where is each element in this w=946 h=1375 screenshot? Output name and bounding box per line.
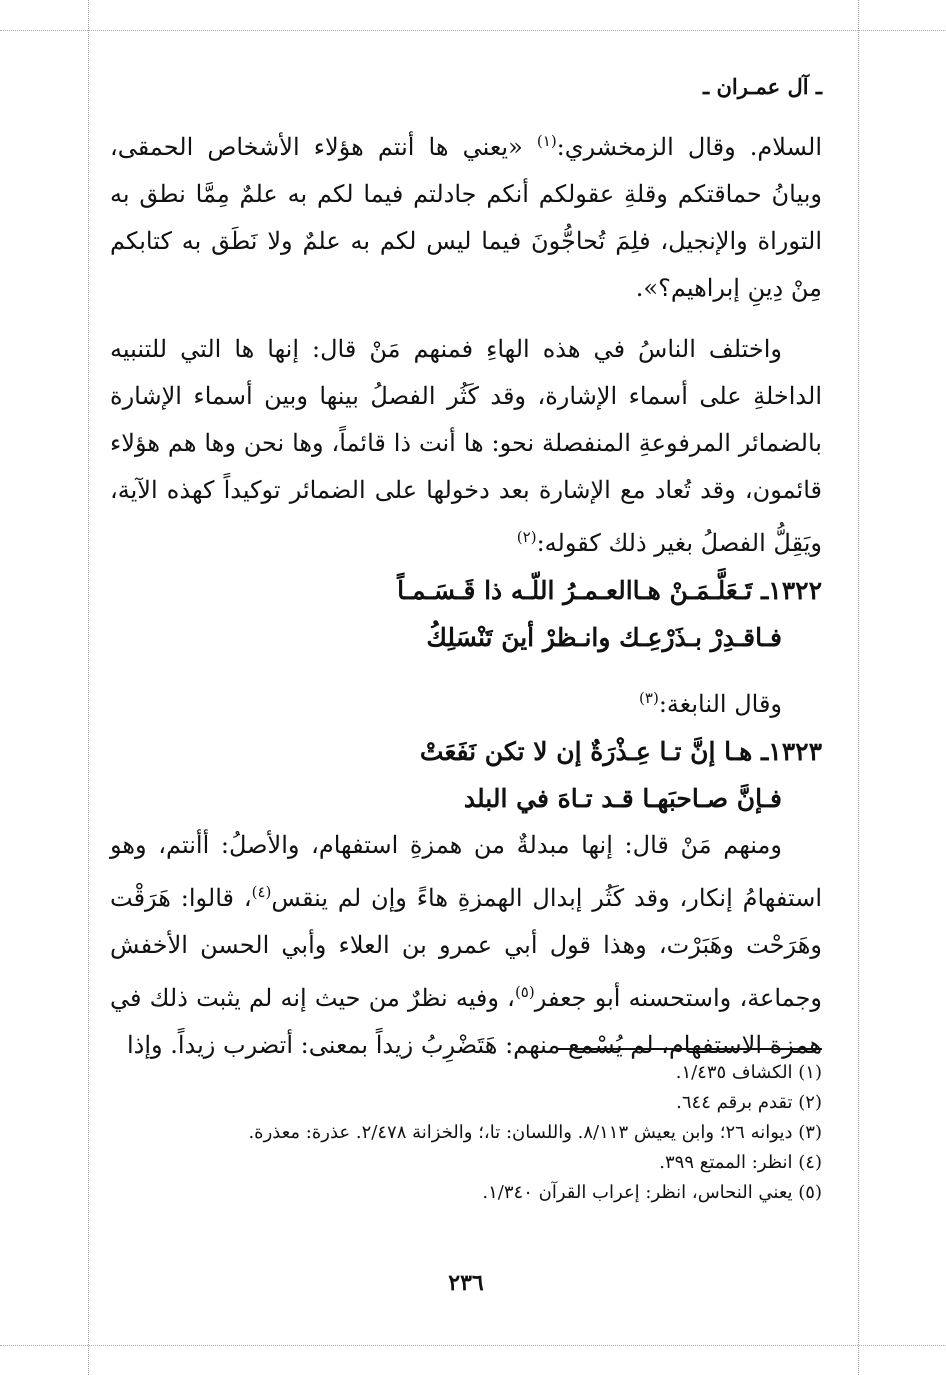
verse-line: فـإنَّ صـاحبَهـا قـد تـاهَ في البلد (463, 784, 782, 813)
footnote: (٣) ديوانه ٢٦؛ وابن يعيش ٨/١١٣. واللسان: تا،؛ والخزانة ٢/٤٧٨. عذرة: معذرة. (248, 1122, 822, 1143)
footnote: (٢) تقدم برقم ٦٤٤. (676, 1092, 822, 1113)
footnotes (110, 1058, 822, 1208)
footnote-ref: (٤) (251, 883, 272, 901)
footnote-separator (558, 1048, 822, 1050)
footnote-ref: (٢) (516, 528, 537, 546)
scan-guide-line (858, 0, 859, 1375)
footnote-ref: (٣) (639, 689, 659, 707)
paragraph: ومنهم مَنْ قال: إنها مبدلةٌ من همزةِ استفهام، والأصلُ: أأنتم، وهو استفهامُ إنكار، وقد كَثُر إبدال الهمزةِ هاءً وإن لم ينقس$^{(٤)}$، قالوا: هَرَقْت وهَرَحْت وهَبَرْت، وهذا قول أبي عمرو بن العلاء وأبي الحسن الأخفش وجماعة، واستحسنه أبو جعفر$^{(٥)}$، وفيه نظرٌ من حيث إنه لم يثبت ذلك في همزة الاستفهام، لم يُسْمع منهم: هَتَضْرِبُ زيداً بمعنى: أتضرب زيداً. وإذا (110, 831, 822, 1059)
footnote: (٤) انظر: الممتع ٣٩٩. (659, 1152, 822, 1173)
main-text (110, 118, 822, 1069)
book-page (110, 60, 822, 1360)
footnote-ref: (٥) (514, 983, 535, 1001)
page-number: ٢٣٦ (448, 1270, 484, 1296)
footnote: (٥) يعني النحاس، انظر: إعراب القرآن ١/٣٤٠. (482, 1182, 822, 1203)
footnote: (١) الكشاف ١/٤٣٥. (675, 1062, 822, 1083)
scan-guide-line (88, 0, 89, 1375)
verse-line: فـاقـدِرْ بـذَرْعِـك وانـظرْ أينَ تَنْسَلِكُ (426, 623, 782, 652)
paragraph: واختلف الناسُ في هذه الهاءِ فمنهم مَنْ قال: إنها ها التي للتنبيه الداخلةِ على أسماء الإشارة، وقد كَثُر الفصلُ بينها وبين أسماء الإشارة بالضمائر المرفوعةِ المنفصلة نحو: ها أنت ذا قائماً، وها نحن وها هم هؤلاء قائمون، وقد تُعاد مع الإشارة بعد دخولها على الضمائر توكيداً كهذه الآية، ويَقِلُّ الفصلُ بغير ذلك كقوله:$^{(٢)}$ (110, 335, 822, 557)
verse-line: ١٣٢٢ـ تَـعَلَّـمَـنْ هـاالعـمـرُ اللّـه ذا قَـسَـمـاً (397, 576, 822, 605)
paragraph: السلام. وقال الزمخشري:$^{(١)}$ «يعني ها أنتم هؤلاء الأشخاص الحمقى، وبيانُ حماقتكم وقلةِ عقولكم أنكم جادلتم فيما لكم به علمٌ مِمَّا نطق به التوراة والإنجيل، فلِمَ تُحاجُّونَ فيما ليس لكم به علمٌ ولا نَطَق به كتابكم مِنْ دِينِ إبراهيم؟». (110, 132, 822, 302)
verse-line: ١٣٢٣ـ هـا إنَّ تـا عِـذْرَةٌ إن لا تكن نَفَعَتْ (419, 737, 822, 766)
paragraph: وقال النابغة:$^{(٣)}$ (639, 689, 782, 718)
footnote-ref: (١) (536, 132, 557, 150)
running-header: ـ آل عمـران ـ (703, 74, 822, 99)
scan-guide-line (0, 30, 946, 31)
